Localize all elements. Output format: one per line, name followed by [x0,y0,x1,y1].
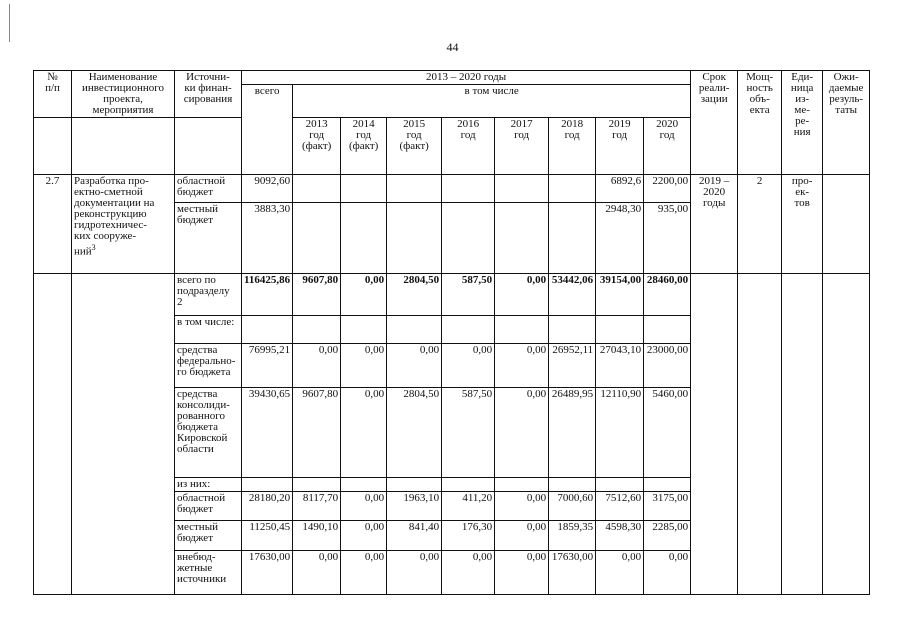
summary-source-label [175,316,242,344]
summary-total-cell: 17630,00 [242,551,293,595]
header-power-line: ность [746,82,773,94]
header-year-2013-line: (факт) [301,140,332,152]
project-funding-source [175,175,242,203]
footnote-marker: 3 [91,243,96,252]
header-funding-source-line: ки финан- [184,82,232,94]
header-project-name [72,71,175,118]
summary-source-label [175,521,242,551]
summary-source-label [175,492,242,521]
summary-year-2016-cell: 587,50 [442,388,495,478]
header-year-2019-line: 2019 [608,118,631,130]
summary-source-label-line: внебюд- [177,551,216,563]
summary-total-cell: 11250,45 [242,521,293,551]
summary-year-2016-cell: 587,50 [442,274,495,316]
summary-total-cell: 39430,65 [242,388,293,478]
project-year-2016-cell [442,203,495,274]
summary-source-label-line: рованного [177,410,225,422]
summary-blank-number [34,274,72,595]
summary-year-2020-cell [644,478,691,492]
project-year-2019-cell: 2948,30 [596,203,644,274]
summary-source-label-line: из них: [177,478,211,490]
header-year-2015-line: (факт) [399,140,429,152]
summary-year-2013-cell: 8117,70 [293,492,341,521]
header-year-2017-line: 2017 [510,118,533,130]
summary-year-2015-cell [387,478,442,492]
header-unit-line: ре- [795,115,810,127]
page-number: 44 [446,40,459,54]
header-year-2016 [442,118,495,175]
project-year-2015-cell [387,203,442,274]
header-year-2020-line: 2020 [656,118,679,130]
header-number-line: п/п [45,82,60,94]
summary-year-2014-cell: 0,00 [341,492,387,521]
summary-year-2020-cell: 0,00 [644,551,691,595]
summary-year-2017-cell: 0,00 [495,492,549,521]
summary-total-cell [242,316,293,344]
header-unit-line: ница [790,82,814,94]
header-power [738,71,782,175]
summary-source-label-line: бюджет [177,503,213,515]
summary-year-2013-cell: 9607,80 [293,388,341,478]
project-unit-line: ек- [795,186,810,198]
summary-year-2017-cell [495,316,549,344]
summary-year-2016-cell: 411,20 [442,492,495,521]
summary-source-label-line: жетные [177,562,213,574]
summary-source-label [175,388,242,478]
header-blank-number [34,118,72,175]
summary-year-2014-cell [341,316,387,344]
summary-year-2017-cell: 0,00 [495,344,549,388]
summary-source-label [175,274,242,316]
summary-blank-term [691,274,738,595]
header-year-2015 [387,118,442,175]
summary-year-2019-cell: 27043,10 [596,344,644,388]
summary-year-2014-cell: 0,00 [341,388,387,478]
summary-year-2013-cell [293,316,341,344]
project-unit-line: про- [791,175,813,187]
project-total-cell: 3883,30 [242,203,293,274]
header-year-2019 [596,118,644,175]
project-year-2014-cell [341,203,387,274]
header-power-line: объ- [749,93,770,105]
header-year-2014-line: год [356,129,372,141]
summary-year-2020-cell: 5460,00 [644,388,691,478]
header-blank-source [175,118,242,175]
summary-total-cell [242,478,293,492]
header-year-2020 [644,118,691,175]
summary-year-2019-cell: 39154,00 [596,274,644,316]
header-term [691,71,738,175]
header-year-2016-line: 2016 [457,118,480,130]
summary-year-2015-cell: 2804,50 [387,388,442,478]
summary-source-label [175,344,242,388]
header-year-2013-line: 2013 [305,118,328,130]
summary-source-label-line: источники [177,573,227,585]
header-project-name-line: мероприятия [92,104,154,116]
header-project-name-line: Наименование [88,71,158,83]
summary-year-2016-cell: 0,00 [442,344,495,388]
header-result [823,71,870,175]
summary-year-2017-cell: 0,00 [495,388,549,478]
summary-year-2013-cell: 0,00 [293,344,341,388]
summary-source-label-line: средства [177,344,218,356]
summary-source-label-line: местный [177,521,218,533]
summary-total-cell: 116425,86 [242,274,293,316]
summary-source-label [175,478,242,492]
summary-year-2016-cell [442,478,495,492]
project-unit [782,175,823,274]
header-funding-source [175,71,242,118]
header-year-2017-line: год [514,129,530,141]
project-name-line: реконструкцию [74,208,147,220]
project-year-2013-cell [293,203,341,274]
project-year-2017-cell [495,175,549,203]
summary-source-label-line: бюджета [177,421,219,433]
summary-year-2019-cell: 0,00 [596,551,644,595]
header-result-line: даемые [828,82,864,94]
project-year-2014-cell [341,175,387,203]
summary-source-label [175,551,242,595]
summary-year-2018-cell: 17630,00 [549,551,596,595]
summary-year-2020-cell: 23000,00 [644,344,691,388]
header-unit-line: Еди- [791,71,814,83]
summary-year-2017-cell [495,478,549,492]
summary-year-2020-cell: 28460,00 [644,274,691,316]
header-year-2016-line: год [460,129,476,141]
header-year-2014 [341,118,387,175]
summary-year-2019-cell: 12110,90 [596,388,644,478]
summary-total-cell: 76995,21 [242,344,293,388]
header-year-2015-line: 2015 [403,118,426,130]
summary-source-label-line: консолиди- [177,399,230,411]
header-year-2014-line: (факт) [348,140,379,152]
summary-blank-power [738,274,782,595]
project-total-cell: 9092,60 [242,175,293,203]
header-blank-name [72,118,175,175]
header-power-line: Мощ- [746,71,774,83]
header-year-2013-line: год [309,129,325,141]
header-term-line: зации [700,93,728,105]
summary-source-label-line: федерально- [177,355,236,367]
summary-year-2015-cell: 0,00 [387,344,442,388]
project-term-line: 2020 [703,186,726,198]
project-name-line: документации на [74,197,155,209]
summary-year-2013-cell [293,478,341,492]
summary-year-2015-cell: 841,40 [387,521,442,551]
header-result-line: таты [835,104,858,116]
summary-year-2017-cell: 0,00 [495,521,549,551]
summary-year-2018-cell: 26952,11 [549,344,596,388]
summary-year-2013-cell: 0,00 [293,551,341,595]
summary-source-label-line: области [177,443,214,455]
project-funding-source-line: местный [177,203,218,215]
summary-year-2015-cell: 0,00 [387,551,442,595]
summary-year-2016-cell: 0,00 [442,551,495,595]
header-year-2013 [293,118,341,175]
header-funding-source-line: Источни- [186,71,230,83]
summary-year-2019-cell: 4598,30 [596,521,644,551]
project-funding-source [175,203,242,274]
header-term-line: Срок [702,71,726,83]
summary-year-2015-cell [387,316,442,344]
header-number [34,71,72,118]
project-term-line: годы [702,197,726,209]
project-year-2019-cell: 6892,6 [596,175,644,203]
project-name-line: гидротехничес- [74,219,147,231]
scan-edge-line [9,4,10,42]
project-year-2017-cell [495,203,549,274]
header-funding-source-line: сирования [183,93,233,105]
summary-year-2014-cell: 0,00 [341,274,387,316]
header-years-period: 2013 – 2020 годы [242,71,691,85]
header-unit-line: ме- [794,104,810,116]
header-year-2017 [495,118,549,175]
summary-year-2014-cell [341,478,387,492]
summary-year-2014-cell: 0,00 [341,521,387,551]
project-name-line: ний [74,245,92,258]
summary-total-cell: 28180,20 [242,492,293,521]
investment-table [33,70,870,595]
header-power-line: екта [749,104,770,116]
summary-source-label-line: областной [177,492,226,504]
header-including: в том числе [293,85,691,118]
summary-source-label-line: всего по [177,274,216,286]
project-power: 2 [738,175,782,274]
project-name-line: ектно-сметной [74,186,143,198]
summary-source-label-line: бюджет [177,532,213,544]
summary-blank-name [72,274,175,595]
summary-source-label-line: в том числе: [177,316,235,328]
header-result-line: Ожи- [833,71,859,83]
header-year-2014-line: 2014 [352,118,375,130]
header-total: всего [242,85,293,175]
project-year-2016-cell [442,175,495,203]
summary-year-2019-cell [596,316,644,344]
summary-source-label-line: 2 [177,296,183,308]
project-term-line: 2019 – [699,175,730,187]
project-name-line: ких сооруже- [74,230,137,242]
summary-year-2018-cell [549,478,596,492]
summary-year-2017-cell: 0,00 [495,274,549,316]
project-year-2015-cell [387,175,442,203]
project-term [691,175,738,274]
project-number: 2.7 [34,175,72,274]
project-funding-source-line: бюджет [177,214,213,226]
project-year-2020-cell: 935,00 [644,203,691,274]
project-year-2020-cell: 2200,00 [644,175,691,203]
summary-year-2020-cell: 3175,00 [644,492,691,521]
header-unit [782,71,823,175]
project-year-2018-cell [549,175,596,203]
summary-year-2014-cell: 0,00 [341,551,387,595]
summary-year-2020-cell: 2285,00 [644,521,691,551]
summary-year-2013-cell: 1490,10 [293,521,341,551]
summary-year-2018-cell [549,316,596,344]
summary-year-2017-cell: 0,00 [495,551,549,595]
summary-source-label-line: Кировской [177,432,228,444]
header-project-name-line: инвестиционного [82,82,164,94]
summary-source-label-line: го бюджета [177,366,231,378]
summary-year-2015-cell: 1963,10 [387,492,442,521]
header-number-line: № [47,71,58,83]
summary-year-2018-cell: 7000,60 [549,492,596,521]
summary-year-2020-cell [644,316,691,344]
header-year-2018-line: год [564,129,580,141]
header-year-2015-line: год [406,129,422,141]
header-year-2018-line: 2018 [561,118,584,130]
summary-year-2019-cell [596,478,644,492]
header-unit-line: из- [795,93,810,105]
summary-year-2016-cell [442,316,495,344]
header-project-name-line: проекта, [103,93,143,105]
project-result [823,175,870,274]
summary-source-label-line: средства [177,388,218,400]
project-year-2018-cell [549,203,596,274]
header-unit-line: ния [793,126,811,138]
summary-year-2019-cell: 7512,60 [596,492,644,521]
summary-blank-result [823,274,870,595]
summary-blank-unit [782,274,823,595]
summary-year-2016-cell: 176,30 [442,521,495,551]
header-year-2020-line: год [659,129,675,141]
summary-year-2018-cell: 26489,95 [549,388,596,478]
project-funding-source-line: бюджет [177,186,213,198]
header-result-line: резуль- [829,93,864,105]
summary-year-2018-cell: 53442,06 [549,274,596,316]
summary-year-2013-cell: 9607,80 [293,274,341,316]
summary-year-2014-cell: 0,00 [341,344,387,388]
header-year-2018 [549,118,596,175]
header-term-line: реали- [698,82,730,94]
project-year-2013-cell [293,175,341,203]
project-name-line: Разработка про- [74,175,149,187]
summary-source-label-line: подразделу [177,285,230,297]
header-year-2019-line: год [612,129,628,141]
project-unit-line: тов [794,197,810,209]
summary-year-2015-cell: 2804,50 [387,274,442,316]
project-name [72,175,175,274]
summary-year-2018-cell: 1859,35 [549,521,596,551]
project-funding-source-line: областной [177,175,226,187]
